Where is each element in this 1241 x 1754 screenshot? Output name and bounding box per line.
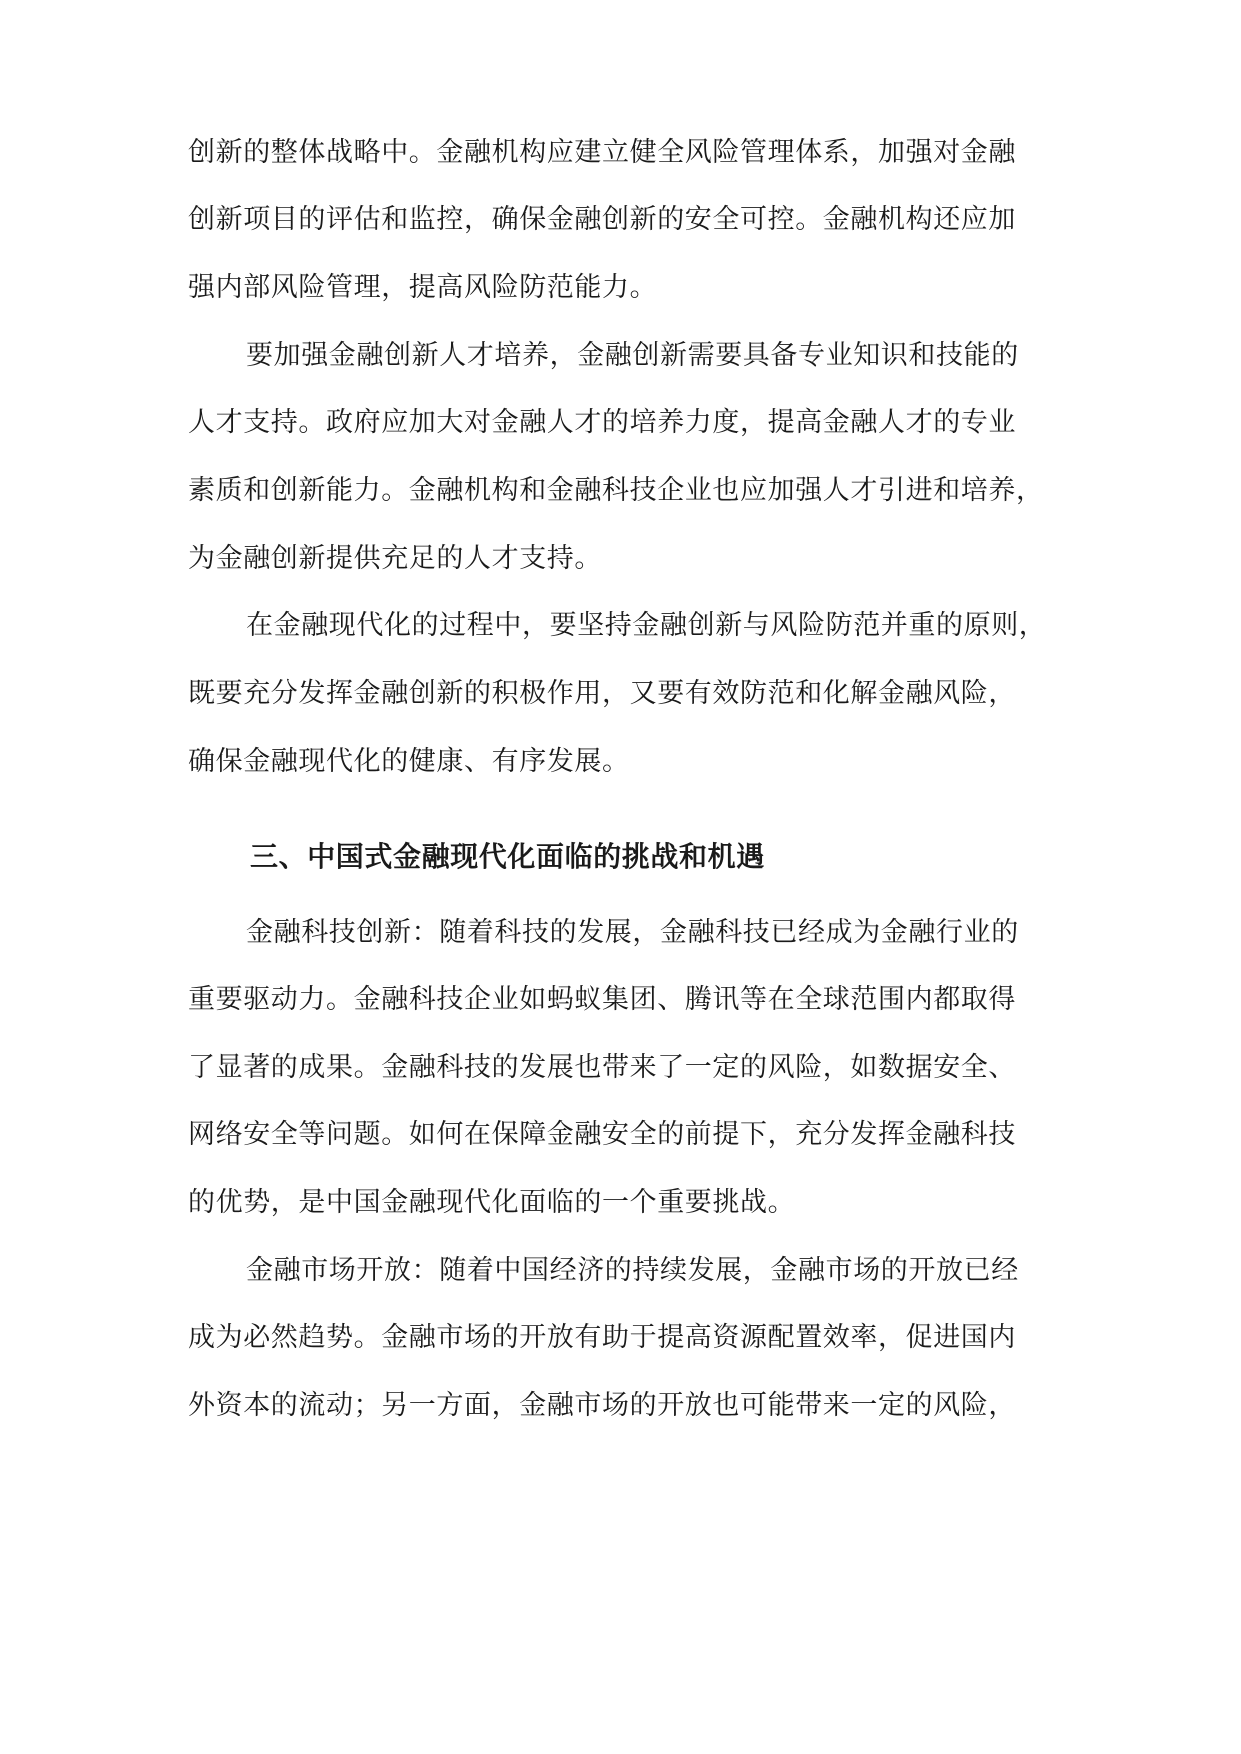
text-line: 外资本的流动；另一方面，金融市场的开放也可能带来一定的风险，	[188, 1390, 1016, 1421]
text-line: 为金融创新提供充足的人才支持。	[188, 543, 602, 574]
text-line: 的优势，是中国金融现代化面临的一个重要挑战。	[188, 1187, 796, 1218]
paragraph-first-line: 在金融现代化的过程中，要坚持金融创新与风险防范并重的原则，	[246, 610, 1047, 641]
text-line: 网络安全等问题。如何在保障金融安全的前提下，充分发挥金融科技	[188, 1119, 1016, 1150]
text-line: 既要充分发挥金融创新的积极作用，又要有效防范和化解金融风险，	[188, 678, 1016, 709]
text-line: 人才支持。政府应加大对金融人才的培养力度，提高金融人才的专业	[188, 407, 1016, 438]
section-heading: 三、中国式金融现代化面临的挑战和机遇	[250, 840, 765, 873]
text-line: 成为必然趋势。金融市场的开放有助于提高资源配置效率，促进国内	[188, 1322, 1016, 1353]
paragraph-first-line: 要加强金融创新人才培养，金融创新需要具备专业知识和技能的	[246, 340, 1019, 371]
text-line: 重要驱动力。金融科技企业如蚂蚁集团、腾讯等在全球范围内都取得	[188, 984, 1016, 1015]
text-line: 确保金融现代化的健康、有序发展。	[188, 746, 630, 777]
text-line: 创新项目的评估和监控，确保金融创新的安全可控。金融机构还应加	[188, 204, 1016, 235]
paragraph-first-line: 金融市场开放：随着中国经济的持续发展，金融市场的开放已经	[246, 1255, 1019, 1286]
text-line: 创新的整体战略中。金融机构应建立健全风险管理体系，加强对金融	[188, 137, 1016, 168]
paragraph-first-line: 金融科技创新：随着科技的发展，金融科技已经成为金融行业的	[246, 917, 1019, 948]
text-line: 强内部风险管理，提高风险防范能力。	[188, 272, 658, 303]
text-line: 素质和创新能力。金融机构和金融科技企业也应加强人才引进和培养，	[188, 475, 1044, 506]
text-line: 了显著的成果。金融科技的发展也带来了一定的风险，如数据安全、	[188, 1052, 1016, 1083]
